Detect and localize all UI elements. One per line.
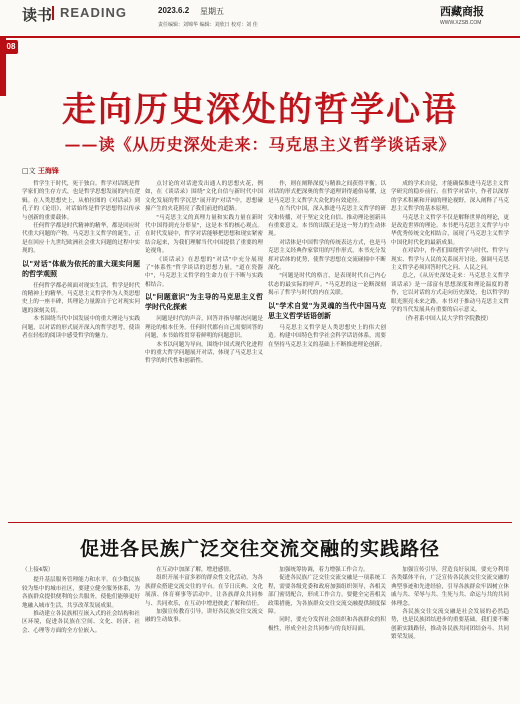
section-heading: 以"学术自觉"为灵魂的当代中国马克思主义哲学话语创新: [268, 301, 386, 320]
paragraph: 总之，《从历史深处走来：马克思主义哲学谈话录》是一部富有思想深度和理论温度的著作，它以对话的方式走向历史深处，也以哲学的眼光照亮未来之路。本书对于推动马克思主义哲学的当代发展具有重要的启示意义。: [391, 273, 509, 314]
article-column-3: [268, 180, 386, 518]
second-article-column-4: [391, 566, 509, 700]
section-name-english: READING: [60, 5, 127, 20]
paragraph: "问题是时代的格言，是表现时代自己内心状态的最实际的呼声。"马克思的这一论断深刻揭示了哲学与时代的内在关联。: [268, 273, 386, 297]
section-heading: 以"对话"体裁为依托的重大现实问题的哲学观照: [22, 259, 140, 278]
paragraph: 加强宣传教育引导，讲好各民族交往交流交融的生动故事。: [145, 609, 263, 624]
section-name: 读书: [22, 6, 53, 24]
paragraph: 对话体是中国哲学的传统表达方式，也是马克思主义经典作家常用的写作形式。本书充分发挥对话体的优势，使哲学思想在交流碰撞中不断深化。: [268, 239, 386, 272]
section-heading: 以"问题意识"为主导的马克思主义哲学时代化探索: [145, 293, 263, 312]
paragraph: 在对话中，作者们围绕哲学与时代、哲学与现实、哲学与人民的关系展开讨论，强调马克思主义哲学必须回答时代之问、人民之问。: [391, 248, 509, 272]
paragraph: 加强统筹协调，着力增强工作合力。: [279, 567, 369, 573]
second-article-headline: 促进各民族广泛交往交流交融的实践路径: [79, 538, 440, 560]
issue-date: 2023.6.2: [158, 6, 190, 15]
article-headline: 走向历史深处的哲学心语: [62, 90, 458, 130]
second-article-column-2: [145, 566, 263, 700]
page-header: [0, 0, 520, 38]
author-name: 王海锋: [37, 167, 59, 175]
paragraph: 问题是时代的声音，回答并指导解决问题是理论的根本任务。任何时代都有自己需要回答的问题，本书始终贯穿着鲜明的问题意识。: [145, 316, 263, 340]
byline-label: □文: [22, 167, 36, 175]
paragraph: 哲学生于时代，死于独白。哲学对话既是哲学家们的生存方式，也是哲学思想发展的内在逻辑。在人类思想史上，从柏拉图的《对话录》到孔子的《论语》，对话始终是哲学思想得以传承与创新的重要载体。: [22, 181, 140, 221]
paragraph: 推动建立各民族相互嵌入式的社会结构和社区环境，促进各民族在空间、文化、经济、社会、心理等方面的全方位嵌入。: [22, 611, 140, 634]
paragraph: 组织开展丰富多彩的群众性文化活动，为各族群众搭建交流交往的平台。在节日庆典、文化展演、体育赛事等活动中，让各族群众共同参与、共同欢乐，在互动中增进彼此了解和信任。: [145, 575, 263, 607]
newspaper-name: 西藏商报: [440, 5, 484, 18]
article-column-2: [145, 180, 263, 518]
paragraph: 点讨论的对话进发出通人的思想火花，例如，在《谈话录》围绕"文化自信与新时代中国文化发展的哲学沉思"展开的"对话"中，思想碰撞产生的火花照亮了我们前进的道路。: [145, 181, 263, 213]
paragraph: 同时，要充分发挥社会组织和各族群众的积极性，形成全社会共同参与的良好局面。: [268, 617, 386, 632]
paragraph: 马克思主义哲学不仅是解释世界的理论，更是改造世界的理论。本书把马克思主义哲学与中华优秀传统文化相结合，展现了马克思主义哲学中国化时代化的最新成果。: [391, 214, 509, 246]
article-byline: [22, 166, 59, 176]
paragraph: 成的学术自觉，才能确保推进马克思主义哲学研究的稳步前行。在哲学对话中，作者以深厚的学术积累和开阔的理论视野，深入阐释了马克思主义哲学的基本原理。: [391, 181, 509, 213]
paragraph: 加强宣传引导，营造良好氛围。要充分利用各类媒体平台，广泛宣传各民族交往交流交融的典型事迹和先进经验，引导各族群众牢固树立休戚与共、荣辱与共、生死与共、命运与共的共同体理念。: [391, 567, 509, 607]
paragraph: 任何哲学都必须面对现实生活。哲学是时代的精神上的精华。马克思主义哲学作为人类思想史上的一座丰碑，其理论力量源自于它对现实问题的深刻关切。: [22, 282, 140, 314]
second-article-column-3: [268, 566, 386, 700]
page-number: 08: [4, 40, 18, 54]
article-column-4: [391, 180, 509, 518]
paragraph: 促进各民族广泛交往交流交融是一项系统工程，需要各级党委和政府加强组织领导，各相关部门密切配合，形成工作合力。要健全完善相关政策措施，为各族群众交往交流交融提供制度保障。: [268, 575, 386, 616]
paragraph: 任何哲学都是时代精神的精华，都是回应时代重大问题的产物。马克思主义哲学的诞生，正是在回应十九世纪欧洲社会重大问题的过程中实现的。: [22, 223, 140, 255]
article-subhead: ——读《从历史深处走来：马克思主义哲学谈话录》: [64, 135, 456, 154]
paragraph: "马克思主义的真理力量和实践力量在新时代中国得到充分彰显"，这是本书的核心观点。在时代发展中，哲学对话能够把思想和现实紧密结合起来，为我们理解当代中国提供了重要的理论视角。: [145, 214, 263, 255]
newspaper-website: WWW.XZSB.COM: [440, 20, 482, 26]
paragraph: 在当代中国，深入推进马克思主义哲学的研究和传播，对于坚定文化自信、推动理论创新具有重要意义。本书的出版正是这一努力的生动体现。: [268, 206, 386, 238]
issue-weekday: 星期五: [200, 7, 224, 16]
paragraph: 马克思主义哲学是人类思想史上的伟大创造。构建中国特色哲学社会科学话语体系，需要在坚持马克思主义的基础上不断推进理论创新。: [268, 324, 386, 348]
article-column-1: [22, 180, 140, 518]
author-note: （作者系中国人民大学哲学院教授）: [402, 315, 492, 322]
header-divider: [52, 6, 54, 20]
paragraph: 本书围绕当代中国发展中的重大理论与实践问题，以对话的形式展开深入的哲学思考，使读者在轻松的阅读中感受哲学的魅力。: [22, 316, 140, 340]
section-divider: [8, 522, 512, 523]
second-article-column-1: [22, 566, 140, 700]
paragraph: 各民族交往交流交融是社会发展的必然趋势，也是民族团结进步的重要基础。我们要不断创新实践路径，推动各民族共同团结奋斗、共同繁荣发展。: [391, 609, 509, 641]
paragraph: 《谈话录》在思想的"对话"中充分展现了"体系性"哲学谈话的思想力量，"道在瓷器中"，马克思主义哲学的生命力在于不断与实践相结合。: [145, 256, 263, 288]
paragraph: 在互动中加深了解，增进感情。: [156, 567, 235, 573]
paragraph: 提升基层服务管理能力和水平。在少数民族较为集中的城市社区，要建立健全服务体系，为各族群众提供便利的公共服务，使他们能够更好地融入城市生活，共享改革发展成果。: [22, 577, 140, 609]
continuation-note: （上接4版）: [22, 567, 54, 573]
editor-credits: 责任编辑：刘锦华 编辑：刘欣日 校对：刘 佳: [158, 22, 258, 28]
paragraph: 作，则在阐释深度与精准之间获得平衡。以对话的形式把深奥的哲学道理讲得通俗易懂，这是马克思主义哲学大众化的有效途径。: [268, 181, 386, 204]
paragraph: 本书以问题为导向，围绕中国式现代化进程中的重大哲学问题展开对话，体现了马克思主义哲学的时代性和创新性。: [145, 341, 263, 365]
